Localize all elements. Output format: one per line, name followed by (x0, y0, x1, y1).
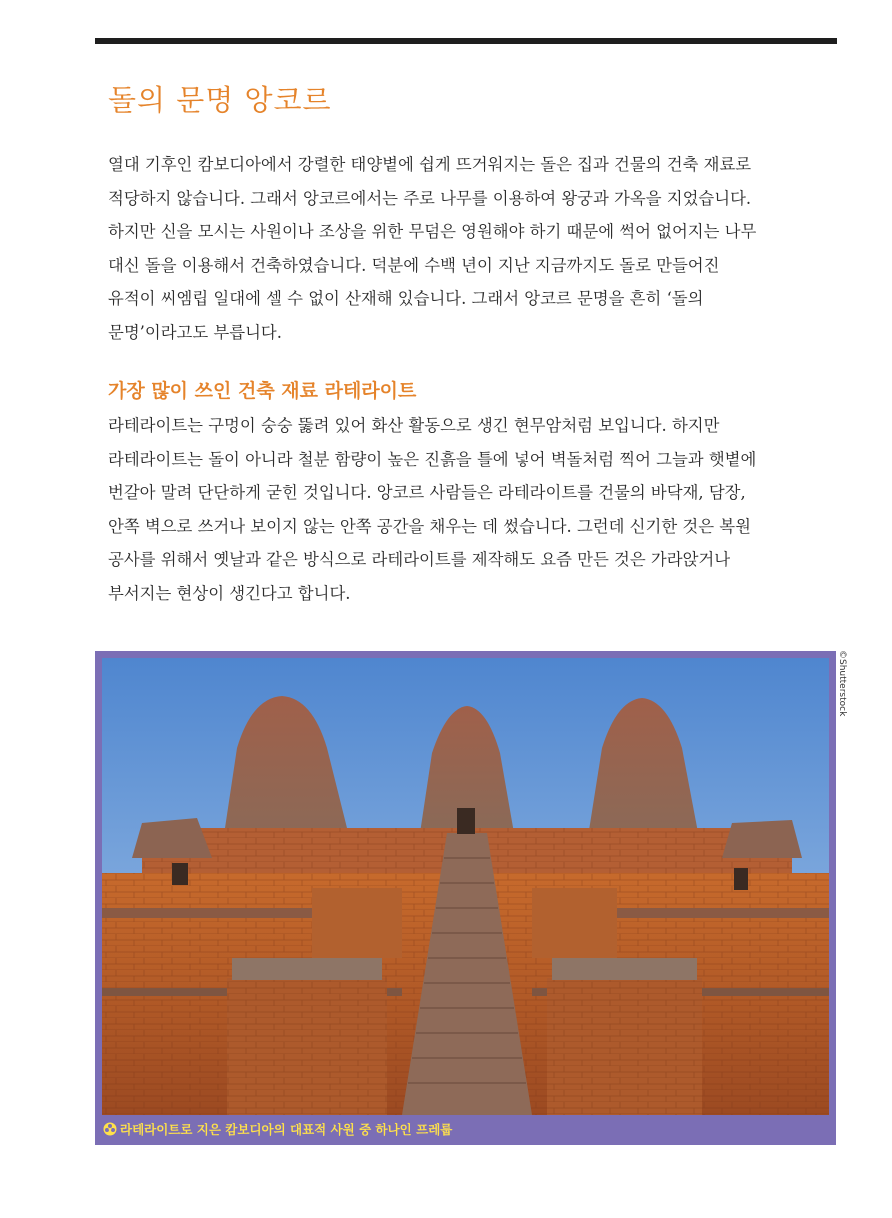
section-heading: 가장 많이 쓰인 건축 재료 라테라이트 (108, 380, 417, 402)
text-line: 열대 기후인 캄보디아에서 강렬한 태양볕에 쉽게 뜨거워지는 돌은 집과 건물의 건축 재료로 (108, 155, 752, 174)
pre-rup-temple-photo (102, 658, 829, 1115)
flower-bullet-icon (103, 1122, 117, 1136)
photo-caption (103, 1117, 452, 1141)
text-line: 적당하지 않습니다. 그래서 앙코르에서는 주로 나무를 이용하여 왕궁과 가옥을 지었습니다. (108, 188, 752, 208)
text-line: 문명’이라고도 부릅니다. (108, 322, 282, 342)
top-rule (95, 38, 837, 44)
page-title: 돌의 문명 앙코르 (108, 83, 332, 117)
photo-frame (95, 651, 836, 1145)
text-line: 하지만 신을 모시는 사원이나 조상을 위한 무덤은 영원해야 하기 때문에 썩어 없어지는 나무 (108, 222, 757, 241)
text-line: 번갈아 말려 단단하게 굳힌 것입니다. 앙코르 사람들은 라테라이트를 건물의 바닥재, 담장, (108, 483, 746, 502)
text-line: 대신 돌을 이용해서 건축하였습니다. 덕분에 수백 년이 지난 지금까지도 돌로 만들어진 (108, 255, 720, 275)
intro-paragraph (108, 148, 824, 349)
photo-credit-text: ©Shutterstock (837, 650, 847, 717)
photo-credit (836, 650, 848, 720)
text-line: 안쪽 벽으로 쓰거나 보이지 않는 안쪽 공간을 채우는 데 썼습니다. 그런데 신기한 것은 복원 (108, 516, 751, 536)
text-line: 라테라이트는 돌이 아니라 철분 함량이 높은 진흙을 틀에 넣어 벽돌처럼 찍어 그늘과 햇볕에 (108, 449, 757, 469)
text-line: 공사를 위해서 옛날과 같은 방식으로 라테라이트를 제작해도 요즘 만든 것은 가라앉거나 (108, 550, 731, 569)
text-line: 부서지는 현상이 생긴다고 합니다. (108, 583, 351, 603)
text-line: 라테라이트는 구멍이 숭숭 뚫려 있어 화산 활동으로 생긴 현무암처럼 보입니다. 하지만 (108, 416, 720, 435)
text-line: 유적이 씨엠립 일대에 셀 수 없이 산재해 있습니다. 그래서 앙코르 문명을 흔히 ‘돌의 (108, 289, 704, 308)
photo-caption-text: 라테라이트로 지은 캄보디아의 대표적 사원 중 하나인 프레룹 (120, 1122, 453, 1137)
laterite-paragraph (108, 409, 824, 610)
